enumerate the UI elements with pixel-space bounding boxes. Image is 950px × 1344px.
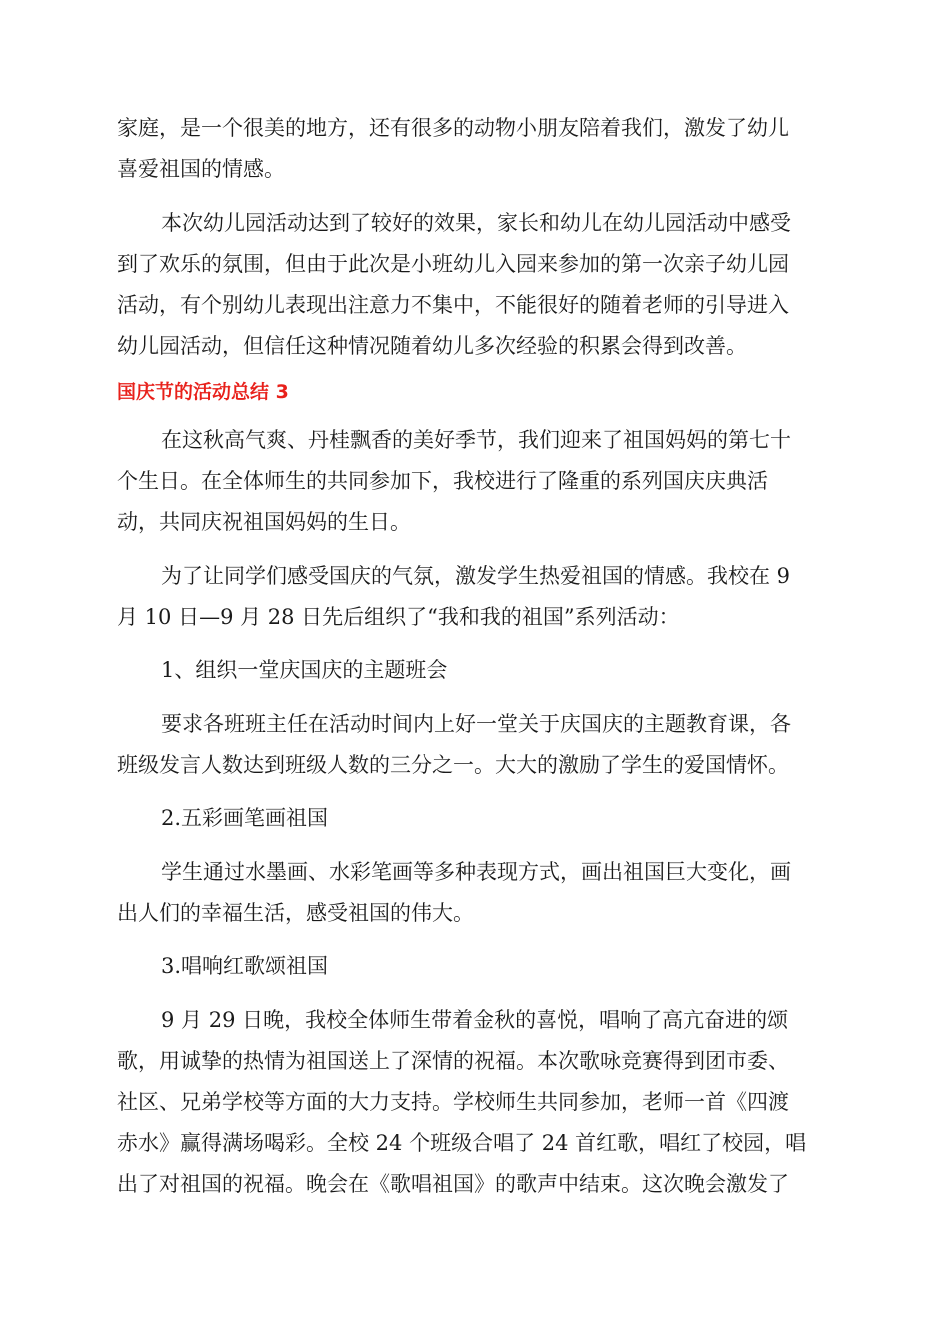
intro-p1-line-2: 喜爱祖国的情感。	[117, 157, 285, 181]
section-p1-line-3: 动，共同庆祝祖国妈妈的生日。	[117, 510, 411, 534]
item-3-title: 3.唱响红歌颂祖国	[161, 954, 329, 978]
item-3-line-5: 出了对祖国的祝福。晚会在《歌唱祖国》的歌声中结束。这次晚会激发了	[117, 1172, 789, 1196]
intro-p2-line-3: 活动，有个别幼儿表现出注意力不集中，不能很好的随着老师的引导进入	[117, 293, 789, 317]
item-1-title: 1、组织一堂庆国庆的主题班会	[161, 658, 448, 682]
item-1-line-2: 班级发言人数达到班级人数的三分之一。大大的激励了学生的爱国情怀。	[117, 753, 789, 777]
section-p2-line-1: 为了让同学们感受国庆的气氛，激发学生热爱祖国的情感。我校在 9	[161, 564, 791, 588]
section-p1-line-1: 在这秋高气爽、丹桂飘香的美好季节，我们迎来了祖国妈妈的第七十	[161, 428, 791, 452]
item-1-line-1: 要求各班班主任在活动时间内上好一堂关于庆国庆的主题教育课，各	[161, 712, 791, 736]
item-2-title: 2.五彩画笔画祖国	[161, 806, 329, 830]
item-3-line-2: 歌，用诚挚的热情为祖国送上了深情的祝福。本次歌咏竞赛得到团市委、	[117, 1049, 789, 1073]
intro-p2-line-1: 本次幼儿园活动达到了较好的效果，家长和幼儿在幼儿园活动中感受	[161, 211, 791, 235]
intro-p2-line-4: 幼儿园活动，但信任这种情况随着幼儿多次经验的积累会得到改善。	[117, 334, 747, 358]
section-title: 国庆节的活动总结 3	[117, 381, 289, 403]
section-p1-line-2: 个生日。在全体师生的共同参加下，我校进行了隆重的系列国庆庆典活	[117, 469, 768, 493]
section-p2-line-2: 月 10 日—9 月 28 日先后组织了“我和我的祖国”系列活动：	[117, 605, 680, 629]
item-2-line-2: 出人们的幸福生活，感受祖国的伟大。	[117, 901, 474, 925]
item-3-line-4: 赤水》赢得满场喝彩。全校 24 个班级合唱了 24 首红歌，唱红了校园，唱	[117, 1131, 807, 1155]
item-3-line-3: 社区、兄弟学校等方面的大力支持。学校师生共同参加，老师一首《四渡	[117, 1090, 789, 1114]
intro-p2-line-2: 到了欢乐的氛围，但由于此次是小班幼儿入园来参加的第一次亲子幼儿园	[117, 252, 789, 276]
item-2-line-1: 学生通过水墨画、水彩笔画等多种表现方式，画出祖国巨大变化，画	[161, 860, 791, 884]
item-3-line-1: 9 月 29 日晚，我校全体师生带着金秋的喜悦，唱响了高亢奋进的颂	[161, 1008, 789, 1032]
intro-p1-line-1: 家庭，是一个很美的地方，还有很多的动物小朋友陪着我们，激发了幼儿	[117, 116, 789, 140]
